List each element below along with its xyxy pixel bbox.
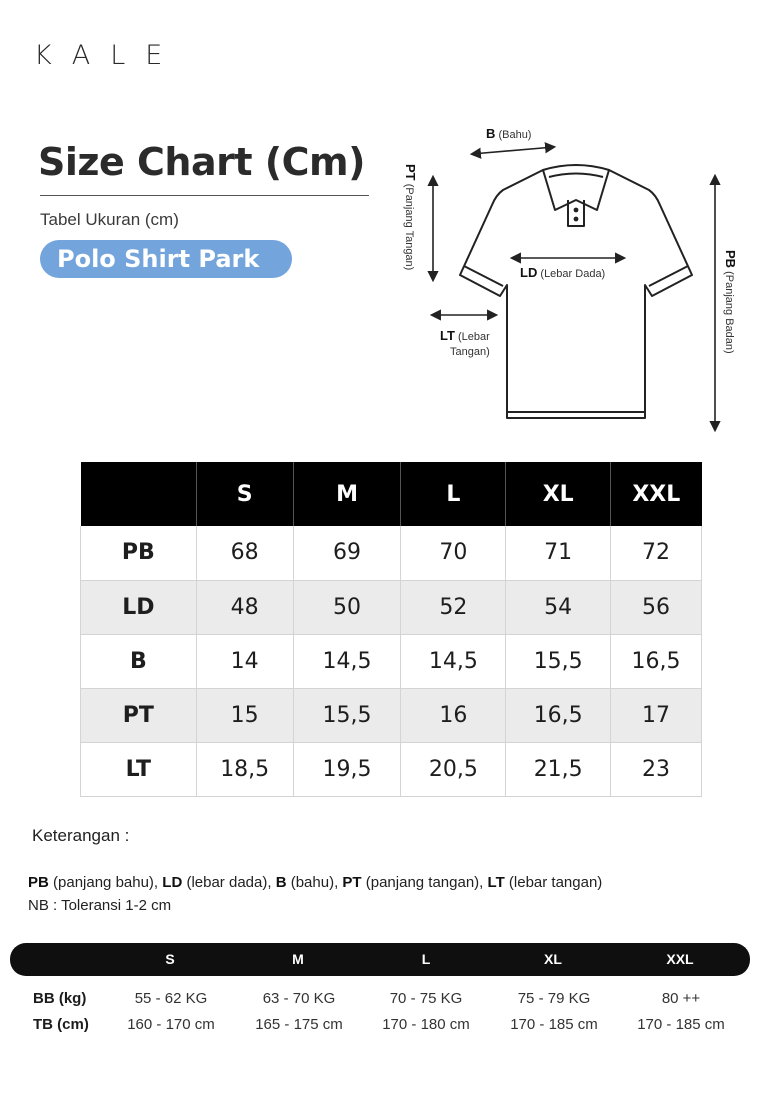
arrow-b <box>472 147 554 154</box>
table-row <box>81 526 702 580</box>
table-cell: 16 <box>401 688 506 742</box>
table-cell: 54 <box>506 580 611 634</box>
page-title: Size Chart (Cm) <box>38 140 365 184</box>
table-row <box>81 688 702 742</box>
tolerance-note: NB : Toleransi 1-2 cm <box>28 897 172 914</box>
label-b-name: (Bahu) <box>498 129 532 141</box>
table-row <box>81 634 702 688</box>
table-cell: 18,5 <box>196 742 293 796</box>
header-size-l: L <box>401 462 506 526</box>
label-pb-name: (Panjang Badan) <box>723 271 735 354</box>
logo-letter-l: L <box>110 40 126 71</box>
table-cell: 14,5 <box>401 634 506 688</box>
header-size-xl: XL <box>506 462 611 526</box>
table-cell: 170 - 180 cm <box>382 1016 470 1033</box>
table-cell: 52 <box>401 580 506 634</box>
table-cell: 160 - 170 cm <box>127 1016 215 1033</box>
table-cell: 20,5 <box>401 742 506 796</box>
row-label: PB <box>81 526 197 580</box>
table-corner-cell <box>81 462 197 526</box>
table-cell: 48 <box>196 580 293 634</box>
table-cell: 19,5 <box>293 742 401 796</box>
table-cell: 50 <box>293 580 401 634</box>
note-abbr-pb: PB <box>28 874 49 891</box>
table-cell: 72 <box>611 526 702 580</box>
label-pt-name: (Panjang Tangan) <box>403 183 415 271</box>
fit-header-xxl: XXL <box>666 951 694 967</box>
row-label: LT <box>81 742 197 796</box>
fit-row-label-bb: BB (kg) <box>33 990 87 1007</box>
table-cell: 16,5 <box>506 688 611 742</box>
label-pb-abbr: PB <box>723 250 738 269</box>
label-pb <box>723 250 738 354</box>
logo-letter-k: K <box>34 40 52 71</box>
table-cell: 75 - 79 KG <box>517 990 591 1007</box>
brand-logo <box>34 40 162 71</box>
note-desc-b: (bahu), <box>290 874 339 891</box>
table-cell: 14 <box>196 634 293 688</box>
table-cell: 165 - 175 cm <box>255 1016 343 1033</box>
placket-buttons <box>574 208 579 222</box>
fit-header-s: S <box>165 951 175 967</box>
label-lt-name: (Lebar <box>457 331 490 343</box>
note-abbr-lt: LT <box>487 874 505 891</box>
shirt-outline-icon <box>457 165 692 418</box>
table-cell: 80 ++ <box>661 990 701 1007</box>
product-name-badge: Polo Shirt Park <box>40 240 292 278</box>
label-pt <box>403 164 418 270</box>
notes-heading: Keterangan : <box>32 826 130 845</box>
fit-header-xl: XL <box>544 951 562 967</box>
note-desc-pt: (panjang tangan), <box>365 874 484 891</box>
table-cell: 16,5 <box>611 634 702 688</box>
note-desc-ld: (lebar dada), <box>186 874 272 891</box>
note-desc-lt: (lebar tangan) <box>508 874 603 891</box>
table-cell: 170 - 185 cm <box>510 1016 598 1033</box>
row-label: LD <box>81 580 197 634</box>
table-cell: 70 - 75 KG <box>389 990 463 1007</box>
notes-legend <box>28 874 602 891</box>
note-abbr-ld: LD <box>162 874 183 891</box>
size-chart-table <box>80 462 702 797</box>
header-size-m: M <box>293 462 401 526</box>
table-cell: 68 <box>196 526 293 580</box>
table-cell: 70 <box>401 526 506 580</box>
table-cell: 17 <box>611 688 702 742</box>
table-cell: 21,5 <box>506 742 611 796</box>
measurement-arrows <box>432 147 715 430</box>
table-cell: 15 <box>196 688 293 742</box>
label-ld-abbr: LD <box>520 265 538 280</box>
row-label: B <box>81 634 197 688</box>
title-underline <box>40 195 369 196</box>
table-cell: 69 <box>293 526 401 580</box>
table-cell: 15,5 <box>293 688 401 742</box>
table-cell: 15,5 <box>506 634 611 688</box>
label-lt <box>440 328 490 360</box>
row-label: PT <box>81 688 197 742</box>
fit-header-l: L <box>421 951 431 967</box>
label-b <box>486 126 531 141</box>
table-cell: 55 - 62 KG <box>134 990 208 1007</box>
note-abbr-pt: PT <box>342 874 362 891</box>
label-ld <box>520 265 605 280</box>
note-desc-pb: (panjang bahu), <box>53 874 159 891</box>
logo-letter-e: E <box>145 40 163 71</box>
table-row <box>81 580 702 634</box>
table-row <box>81 742 702 796</box>
fit-row-label-tb: TB (cm) <box>33 1016 89 1033</box>
table-cell: 23 <box>611 742 702 796</box>
header-size-xxl: XXL <box>611 462 702 526</box>
label-ld-name: (Lebar Dada) <box>540 268 606 280</box>
label-lt-abbr: LT <box>440 328 455 343</box>
table-cell: 170 - 185 cm <box>637 1016 725 1033</box>
table-cell: 14,5 <box>293 634 401 688</box>
label-lt-name-cont: Tangan) <box>450 346 490 358</box>
table-cell: 56 <box>611 580 702 634</box>
table-header-row <box>81 462 702 526</box>
label-b-abbr: B <box>486 126 496 141</box>
header-size-s: S <box>196 462 293 526</box>
table-cell: 71 <box>506 526 611 580</box>
table-cell: 63 - 70 KG <box>262 990 336 1007</box>
logo-letter-a: A <box>71 40 91 71</box>
page-subtitle: Tabel Ukuran (cm) <box>40 210 179 229</box>
note-abbr-b: B <box>275 874 287 891</box>
label-pt-abbr: PT <box>403 164 418 181</box>
fit-header-m: M <box>292 951 304 967</box>
